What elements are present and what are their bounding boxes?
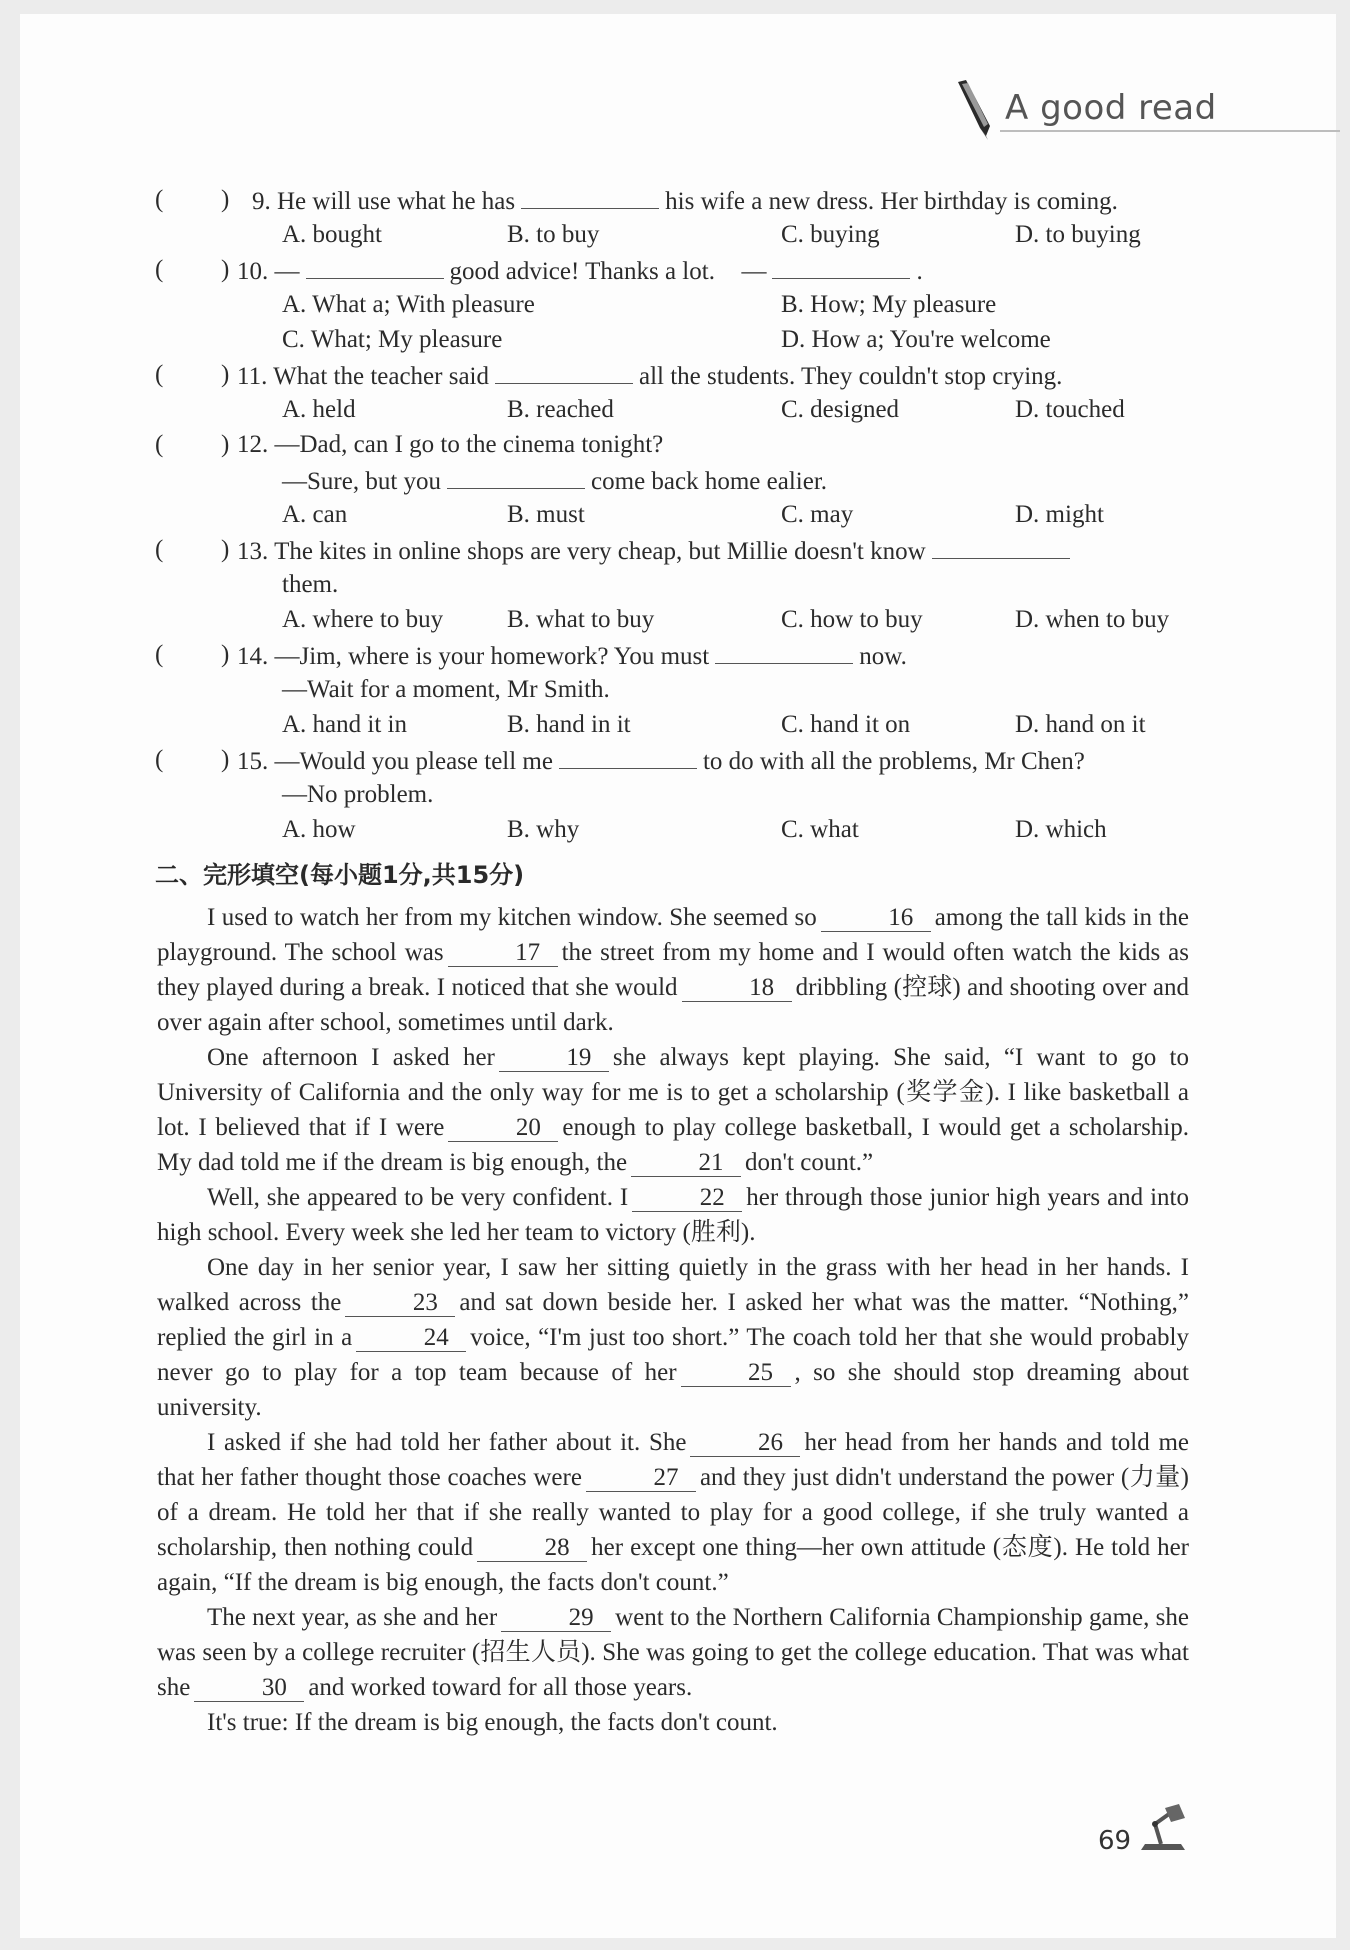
answer-paren-right: ): [221, 746, 230, 773]
option-d: D. hand on it: [1015, 711, 1146, 738]
paragraph-6: The next year, as she and her 29 went to the Northern California Championship game, she was seen by a college recruiter (招生人员). She was going to get the college education. That was what she 30 and worked toward for all those years.: [157, 1604, 1189, 1701]
answer-blank: [447, 462, 585, 489]
numbered-blank: 26: [690, 1430, 800, 1457]
option-a: A. where to buy: [282, 606, 444, 633]
question-number: 11.: [237, 363, 268, 390]
option-d: D. How a; You're welcome: [781, 326, 1051, 353]
question-text: all the students. They couldn't stop crying.: [639, 363, 1063, 390]
question-text: them.: [282, 571, 339, 598]
option-b: B. reached: [507, 396, 614, 423]
option-c: C. hand it on: [781, 711, 911, 738]
question-number: 13.: [237, 538, 269, 565]
question-9: [155, 182, 1215, 252]
question-number: 15.: [237, 748, 269, 775]
numbered-blank: 21: [631, 1150, 741, 1177]
answer-paren-left: (: [155, 536, 164, 563]
question-text: —Sure, but you: [282, 468, 442, 495]
option-b: B. must: [507, 501, 585, 528]
option-d: D. might: [1015, 501, 1104, 528]
question-13: [155, 532, 1215, 637]
numbered-blank: 20: [448, 1115, 558, 1142]
numbered-blank: 18: [682, 975, 792, 1002]
option-a: A. how: [282, 816, 356, 843]
numbered-blank: 23: [345, 1290, 455, 1317]
paragraph-4: One day in her senior year, I saw her sitting quietly in the grass with her head in her hands. I walked across the 23 and sat down beside her. I asked her what was the matter. “Nothing,” replied the girl in a 24 voice, “I'm just too short.” The coach told her that she would probably never go to play for a top team because of her 25 , so she should stop dreaming about university.: [157, 1254, 1189, 1421]
multiple-choice-questions: [155, 182, 1215, 847]
paragraph-1: I used to watch her from my kitchen window. She seemed so 16 among the tall kids in the playground. The school was 17 the street from my home and I would often watch the kids as they played during a break. I noticed that she would 18 dribbling (控球) and shooting over and over again after school, sometimes until dark.: [157, 904, 1189, 1036]
question-12: [155, 427, 1215, 532]
question-text: —Dad, can I go to the cinema tonight?: [274, 431, 664, 458]
option-d: D. when to buy: [1015, 606, 1170, 633]
answer-paren-left: (: [155, 641, 164, 668]
answer-paren-left: (: [155, 746, 164, 773]
question-text: come back home ealier.: [591, 468, 828, 495]
question-14: [155, 637, 1215, 742]
question-text: —Jim, where is your homework? You must: [274, 643, 710, 670]
answer-paren-left: (: [155, 431, 164, 458]
numbered-blank: 28: [477, 1535, 587, 1562]
numbered-blank: 29: [501, 1605, 611, 1632]
question-text: —No problem.: [282, 781, 434, 808]
question-text: to do with all the problems, Mr Chen?: [702, 748, 1085, 775]
answer-paren-right: ): [221, 256, 230, 283]
numbered-blank: 16: [821, 905, 931, 932]
question-number: 10.: [237, 258, 269, 285]
page-number: 69: [1098, 1826, 1132, 1856]
numbered-blank: 30: [194, 1675, 304, 1702]
option-c: C. what: [781, 816, 859, 843]
answer-blank: [772, 252, 910, 279]
option-a: A. bought: [282, 221, 382, 248]
answer-blank: [521, 182, 659, 209]
option-c: C. What; My pleasure: [282, 326, 503, 353]
question-10: [155, 252, 1215, 357]
option-b: B. to buy: [507, 221, 600, 248]
question-number: 9.: [252, 188, 271, 215]
question-text: —: [741, 258, 767, 285]
question-text: good advice! Thanks a lot.: [449, 258, 715, 285]
option-b: B. hand in it: [507, 711, 631, 738]
option-d: D. which: [1015, 816, 1107, 843]
question-text: .: [916, 258, 923, 285]
header-title: A good read: [1005, 88, 1217, 128]
answer-paren-right: ): [221, 536, 230, 563]
question-text: —Would you please tell me: [274, 748, 553, 775]
answer-blank: [715, 637, 853, 664]
pen-icon: [950, 78, 1000, 147]
option-c: C. may: [781, 501, 854, 528]
numbered-blank: 25: [681, 1360, 791, 1387]
answer-blank: [306, 252, 444, 279]
question-text: —Wait for a moment, Mr Smith.: [282, 676, 610, 703]
option-b: B. How; My pleasure: [781, 291, 997, 318]
page-header: [950, 78, 1340, 142]
option-d: D. to buying: [1015, 221, 1141, 248]
numbered-blank: 24: [356, 1325, 466, 1352]
paragraph-7: It's true: If the dream is big enough, the facts don't count.: [207, 1709, 778, 1736]
option-b: B. why: [507, 816, 580, 843]
paragraph-3: Well, she appeared to be very confident. I 22 her through those junior high years and into high school. Every week she led her team to victory (胜利).: [157, 1184, 1189, 1246]
option-d: D. touched: [1015, 396, 1125, 423]
section-title-cloze: 二、完形填空(每小题1分,共15分): [155, 861, 525, 889]
paragraph-5: I asked if she had told her father about it. She 26 her head from her hands and told me that her father thought those coaches were 27 and they just didn't understand the power (力量) of a dream. He told her that if she really wanted to play for a good college, if she truly wanted a scholarship, then nothing could 28 her except one thing—her own attitude (态度). He told her again, “If the dream is big enough, the facts don't count.”: [157, 1429, 1190, 1596]
question-text: He will use what he has: [277, 188, 516, 215]
answer-blank: [495, 357, 633, 384]
option-a: A. What a; With pleasure: [282, 291, 535, 318]
numbered-blank: 27: [586, 1465, 696, 1492]
answer-paren-left: (: [155, 186, 164, 213]
option-b: B. what to buy: [507, 606, 655, 633]
question-text: What the teacher said: [273, 363, 489, 390]
paragraph-2: One afternoon I asked her 19 she always kept playing. She said, “I want to go to University of California and the only way for me is to get a scholarship (奖学金). I like basketball a lot. I believed that if I were 20 enough to play college basketball, I would get a scholarship. My dad told me if the dream is big enough, the 21 don't count.”: [157, 1044, 1189, 1176]
desk-lamp-icon: [1135, 1800, 1191, 1861]
question-text: The kites in online shops are very cheap, but Millie doesn't know: [274, 538, 926, 565]
answer-paren-left: (: [155, 361, 164, 388]
option-c: C. how to buy: [781, 606, 923, 633]
question-number: 14.: [237, 643, 269, 670]
question-text: his wife a new dress. Her birthday is coming.: [665, 188, 1118, 215]
option-c: C. buying: [781, 221, 880, 248]
option-a: A. can: [282, 501, 348, 528]
question-number: 12.: [237, 431, 269, 458]
answer-paren-right: ): [221, 431, 230, 458]
option-c: C. designed: [781, 396, 900, 423]
answer-paren-right: ): [221, 361, 230, 388]
answer-paren-right: ): [221, 186, 230, 213]
answer-blank: [932, 532, 1070, 559]
answer-blank: [559, 742, 697, 769]
cloze-passage: [157, 900, 1189, 1740]
header-rule: [1000, 130, 1340, 132]
question-text: now.: [859, 643, 907, 670]
option-a: A. hand it in: [282, 711, 407, 738]
numbered-blank: 19: [499, 1045, 609, 1072]
question-text: —: [274, 258, 300, 285]
numbered-blank: 22: [632, 1185, 742, 1212]
option-a: A. held: [282, 396, 356, 423]
answer-paren-right: ): [221, 641, 230, 668]
numbered-blank: 17: [448, 940, 558, 967]
question-15: [155, 742, 1215, 847]
question-11: [155, 357, 1215, 427]
answer-paren-left: (: [155, 256, 164, 283]
